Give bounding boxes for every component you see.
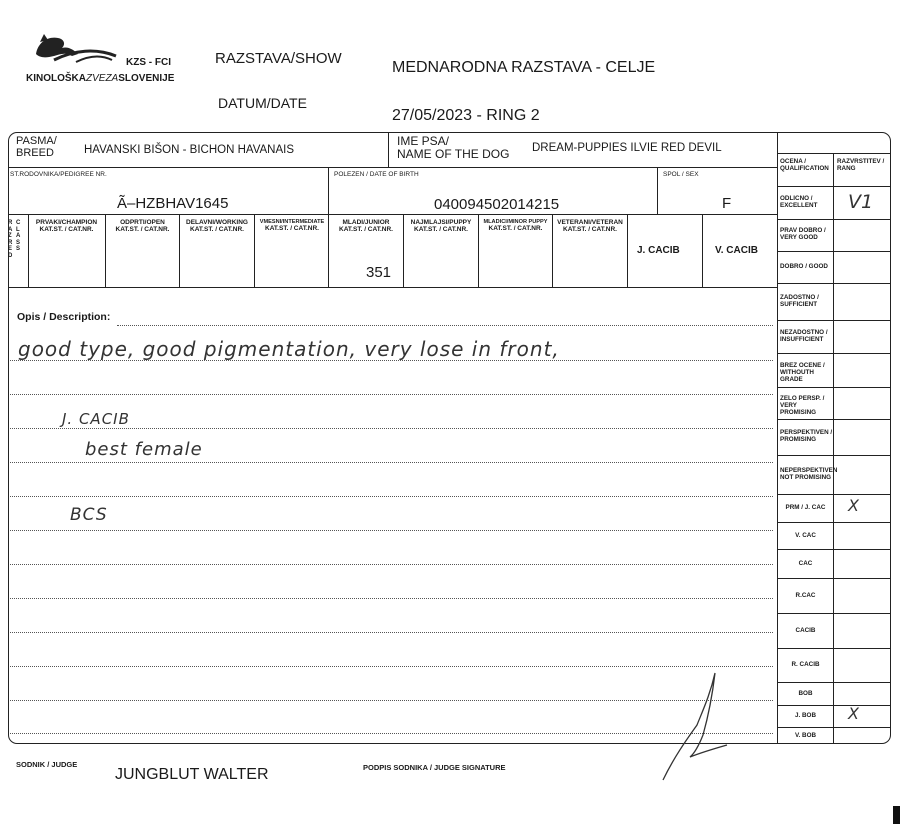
org-name bbox=[26, 73, 174, 84]
class-col-title: PRVAKI/CHAMPION bbox=[35, 219, 98, 226]
class-col-champion bbox=[30, 219, 103, 234]
grading-row-label: J. BOB bbox=[795, 712, 816, 719]
sex-value: F bbox=[722, 195, 732, 212]
org-short: KZS - FCI bbox=[126, 57, 171, 68]
description-line-4: BCS bbox=[70, 505, 108, 525]
grading-row-label: R.CAC bbox=[795, 591, 816, 599]
sex-label: SPOL / SEX bbox=[663, 171, 699, 178]
class-col-sub: KAT.ST. / CAT.NR. bbox=[414, 226, 468, 234]
class-col-title: MLADICI/MINOR PUPPY bbox=[483, 219, 548, 225]
class-col-working bbox=[181, 219, 253, 234]
class-col-sub: KAT.ST. / CAT.NR. bbox=[339, 226, 393, 234]
grading-row-label: V. CAC bbox=[795, 531, 816, 539]
class-col-veteran bbox=[554, 219, 626, 234]
grading-row-label: CAC bbox=[798, 559, 813, 567]
dog-name-label-line2: NAME OF THE DOG bbox=[397, 146, 510, 161]
class-col-title: DELAVNI/WORKING bbox=[186, 219, 248, 226]
class-col-title: NAJMLAJSI/PUPPY bbox=[410, 219, 472, 226]
grading-row-label: BREZ OCENE / WITHOUTH GRADE bbox=[780, 362, 825, 384]
grading-row-label: CACIB bbox=[795, 626, 816, 634]
grading-row-label: NEPERSPEKTIVEN NOT PROMISING bbox=[780, 466, 838, 481]
org-name-part3: SLOVENIJE bbox=[118, 73, 175, 84]
pedigree-label: ST.RODOVNIKA/PEDIGREE NR. bbox=[10, 171, 107, 178]
class-col-sub: KAT.ST. / CAT.NR. bbox=[39, 226, 94, 234]
class-col-sub: KAT.ST. / CAT.NR. bbox=[265, 225, 319, 233]
judge-label: SODNIK / JUDGE bbox=[16, 760, 78, 769]
grading-row-mark: X bbox=[848, 704, 859, 723]
grading-row-label: V. BOB bbox=[794, 731, 817, 739]
pedigree-value: Ã–HZBHAV1645 bbox=[117, 195, 229, 212]
grading-row-label: ZELO PERSP. / VERY PROMISING bbox=[780, 395, 825, 417]
date-label: DATUM/DATE bbox=[218, 95, 307, 111]
class-col-intermediate bbox=[256, 219, 328, 233]
dog-name-value: DREAM-PUPPIES ILVIE RED DEVIL bbox=[532, 142, 722, 154]
grading-row-label: NEZADOSTNO / INSUFFICIENT bbox=[780, 328, 828, 343]
class-col-title: VMESNI/INTERMEDIATE bbox=[259, 219, 325, 225]
class-col-junior bbox=[330, 219, 402, 234]
description-line-1: good type, good pigmentation, very lose in front, bbox=[18, 337, 560, 361]
grading-row-mark: V1 bbox=[848, 190, 874, 213]
grading-row-label: DOBRO / GOOD bbox=[780, 263, 828, 270]
kzs-logo bbox=[26, 30, 136, 70]
dog-name-label-line1: IME PSA/ bbox=[397, 134, 450, 148]
class-col-open bbox=[107, 219, 178, 234]
class-col-sub: KAT.ST. / CAT.NR. bbox=[190, 226, 244, 234]
class-col-sub: KAT.ST. / CAT.NR. bbox=[563, 226, 617, 234]
class-col-minor-puppy bbox=[480, 219, 551, 233]
judge-signature-icon bbox=[655, 665, 735, 785]
vcacib-label: V. CACIB bbox=[715, 245, 758, 256]
date-value: 27/05/2023 - RING 2 bbox=[392, 107, 540, 124]
show-label: RAZSTAVA/SHOW bbox=[215, 50, 342, 67]
breed-label-line2: BREED bbox=[16, 146, 54, 159]
grading-row-label: PRM / J. CAC bbox=[785, 504, 826, 511]
birth-label: POLEZEN / DATE OF BIRTH bbox=[334, 171, 419, 178]
breed-value: HAVANSKI BIŠON - BICHON HAVANAIS bbox=[84, 144, 295, 156]
org-name-part2: ZVEZA bbox=[86, 73, 119, 84]
catalog-number: 351 bbox=[366, 264, 392, 281]
description-line-3: best female bbox=[85, 439, 203, 460]
class-col-puppy bbox=[405, 219, 477, 234]
grading-row-label: BOB bbox=[798, 689, 813, 697]
breed-label bbox=[16, 136, 57, 159]
dog-name-label bbox=[397, 135, 509, 160]
signature-label: PODPIS SODNIKA / JUDGE SIGNATURE bbox=[363, 763, 506, 772]
class-col-title: ODPRTI/OPEN bbox=[120, 219, 165, 226]
grading-row-label: ODLICNO / EXCELLENT bbox=[780, 194, 818, 209]
corner-mark bbox=[893, 806, 900, 824]
grading-row-label: ZADOSTNO / SUFFICIENT bbox=[780, 293, 819, 308]
grading-row-label: PRAV DOBRO / VERY GOOD bbox=[780, 227, 826, 242]
class-side-label-2: C L A S S bbox=[16, 220, 21, 253]
judge-name: JUNGBLUT WALTER bbox=[115, 766, 269, 783]
breed-label-line1: PASMA/ bbox=[16, 135, 57, 147]
show-name: MEDNARODNA RAZSTAVA - CELJE bbox=[392, 59, 656, 76]
class-col-title: MLADI/JUNIOR bbox=[342, 219, 390, 226]
description-line-2: J. CACIB bbox=[62, 410, 130, 428]
class-col-sub: KAT.ST. / CAT.NR. bbox=[115, 226, 170, 234]
grading-header-qualification: OCENA / QUALIFICATION bbox=[780, 158, 829, 173]
birth-value: 040094502014215 bbox=[434, 196, 560, 213]
jcacib-label: J. CACIB bbox=[637, 245, 680, 256]
grading-header-rank: RAZVRSTITEV / RANG bbox=[837, 158, 885, 173]
grading-row-label: R. CACIB bbox=[791, 661, 820, 668]
grading-row-label: PERSPEKTIVEN / PROMISING bbox=[780, 429, 833, 444]
class-col-title: VETERANI/VETERAN bbox=[557, 219, 623, 226]
org-name-part1: KINOLOŠKA bbox=[26, 73, 86, 84]
class-col-sub: KAT.ST. / CAT.NR. bbox=[488, 225, 543, 233]
description-label: Opis / Description: bbox=[17, 311, 111, 323]
grading-row-mark: X bbox=[848, 496, 859, 515]
class-side-label-1: R A Z R E D bbox=[8, 220, 13, 259]
